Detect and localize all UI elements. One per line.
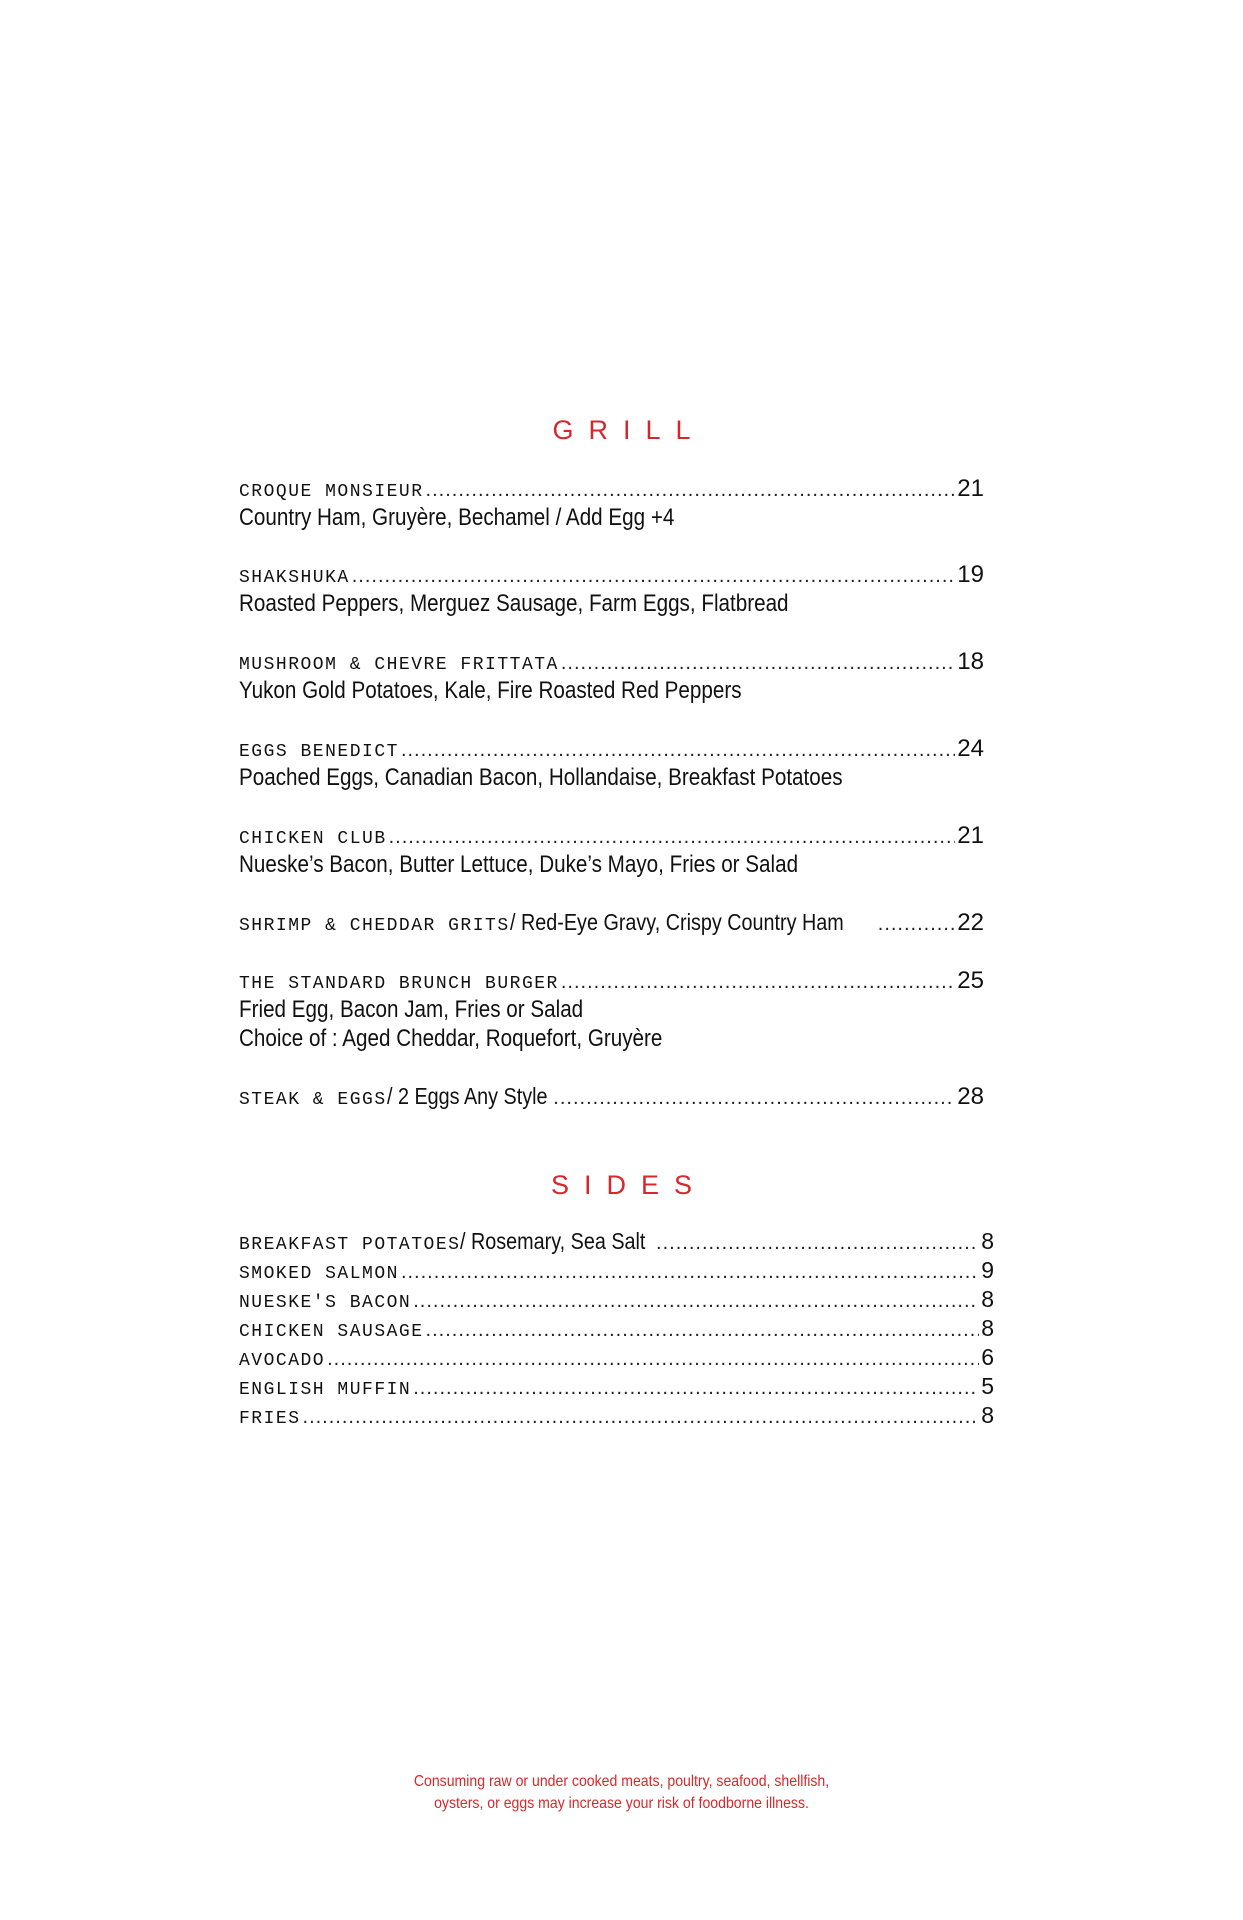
- side-item-name: SMOKED SALMON: [239, 1264, 399, 1284]
- grill-section-title: GRILL: [552, 415, 706, 445]
- health-advisory-note: [0, 1771, 1243, 1815]
- menu-item-description: Country Ham, Gruyère, Bechamel / Add Egg +4: [239, 504, 675, 531]
- menu-item-inline-description: / Red-Eye Gravy, Crispy Country Ham: [509, 909, 844, 935]
- menu-item-description: Fried Egg, Bacon Jam, Fries or Salad: [239, 996, 584, 1023]
- dot-leader: [878, 913, 956, 936]
- dot-leader: [401, 1261, 979, 1284]
- menu-item-description: Nueske’s Bacon, Butter Lettuce, Duke’s Mayo, Fries or Salad: [239, 851, 799, 878]
- side-item-price: 8: [981, 1315, 994, 1341]
- dot-leader: [656, 1232, 979, 1255]
- menu-item: [239, 475, 984, 532]
- side-item: [239, 1286, 994, 1315]
- dot-leader: [352, 565, 956, 588]
- health-advisory-line: Consuming raw or under cooked meats, poultry, seafood, shellfish,: [413, 1773, 830, 1790]
- side-item-name: CHICKEN SAUSAGE: [239, 1322, 424, 1342]
- side-item-name: FRIES: [239, 1409, 301, 1429]
- side-item-price: 8: [981, 1402, 994, 1428]
- menu-item: [239, 822, 984, 879]
- side-item-price: 9: [981, 1257, 994, 1283]
- menu-item-price: 24: [957, 735, 984, 762]
- menu-item: [239, 909, 984, 937]
- side-item-name: AVOCADO: [239, 1351, 326, 1371]
- menu-item: [239, 1083, 984, 1111]
- menu-item-price: 28: [957, 1083, 984, 1110]
- menu-item-description: Yukon Gold Potatoes, Kale, Fire Roasted Red Peppers: [239, 677, 742, 704]
- sides-section-title: SIDES: [550, 1170, 708, 1200]
- side-item-inline-description: / Rosemary, Sea Salt: [460, 1228, 646, 1254]
- dot-leader: [389, 826, 956, 849]
- menu-item-name: MUSHROOM & CHEVRE FRITTATA: [239, 655, 559, 675]
- side-item-name: BREAKFAST POTATOES: [239, 1235, 461, 1255]
- side-item: [239, 1257, 994, 1286]
- side-item: [239, 1315, 994, 1344]
- menu-item: [239, 648, 984, 705]
- side-item-price: 6: [981, 1344, 994, 1370]
- side-item: [239, 1228, 994, 1257]
- menu-item-name: THE STANDARD BRUNCH BURGER: [239, 974, 559, 994]
- dot-leader: [401, 739, 955, 762]
- menu-item: [239, 967, 984, 1053]
- dot-leader: [327, 1348, 979, 1371]
- menu-item-name: SHAKSHUKA: [239, 568, 350, 588]
- side-item-price: 8: [981, 1228, 994, 1254]
- health-advisory-line: oysters, or eggs may increase your risk of foodborne illness.: [434, 1795, 809, 1812]
- menu-item-price: 21: [957, 822, 984, 849]
- dot-leader: [413, 1377, 979, 1400]
- side-item: [239, 1344, 994, 1373]
- menu-item-price: 22: [957, 909, 984, 936]
- menu-item-inline-description: / 2 Eggs Any Style: [386, 1083, 548, 1109]
- menu-item: [239, 735, 984, 792]
- menu-item-description: Roasted Peppers, Merguez Sausage, Farm Eggs, Flatbread: [239, 590, 789, 617]
- menu-item-name: CROQUE MONSIEUR: [239, 482, 424, 502]
- dot-leader: [561, 971, 955, 994]
- dot-leader: [553, 1087, 955, 1110]
- dot-leader: [413, 1290, 979, 1313]
- dot-leader: [426, 1319, 980, 1342]
- menu-item-name: EGGS BENEDICT: [239, 742, 399, 762]
- menu-item-price: 21: [957, 475, 984, 502]
- dot-leader: [426, 479, 956, 502]
- dot-leader: [561, 652, 955, 675]
- menu-item-name: STEAK & EGGS: [239, 1090, 387, 1110]
- dot-leader: [303, 1406, 980, 1429]
- menu-item-name: CHICKEN CLUB: [239, 829, 387, 849]
- menu-item: [239, 561, 984, 618]
- menu-item-description: Choice of : Aged Cheddar, Roquefort, Gruyère: [239, 1025, 663, 1052]
- menu-item-description: Poached Eggs, Canadian Bacon, Hollandaise, Breakfast Potatoes: [239, 764, 843, 791]
- side-item: [239, 1402, 994, 1431]
- menu-item-price: 19: [957, 561, 984, 588]
- side-item-name: ENGLISH MUFFIN: [239, 1380, 412, 1400]
- sides-menu: [239, 1228, 994, 1431]
- side-item-price: 5: [981, 1373, 994, 1399]
- menu-item-name: SHRIMP & CHEDDAR GRITS: [239, 916, 510, 936]
- menu-item-price: 18: [957, 648, 984, 675]
- side-item-price: 8: [981, 1286, 994, 1312]
- side-item: [239, 1373, 994, 1402]
- menu-item-price: 25: [957, 967, 984, 994]
- side-item-name: NUESKE'S BACON: [239, 1293, 412, 1313]
